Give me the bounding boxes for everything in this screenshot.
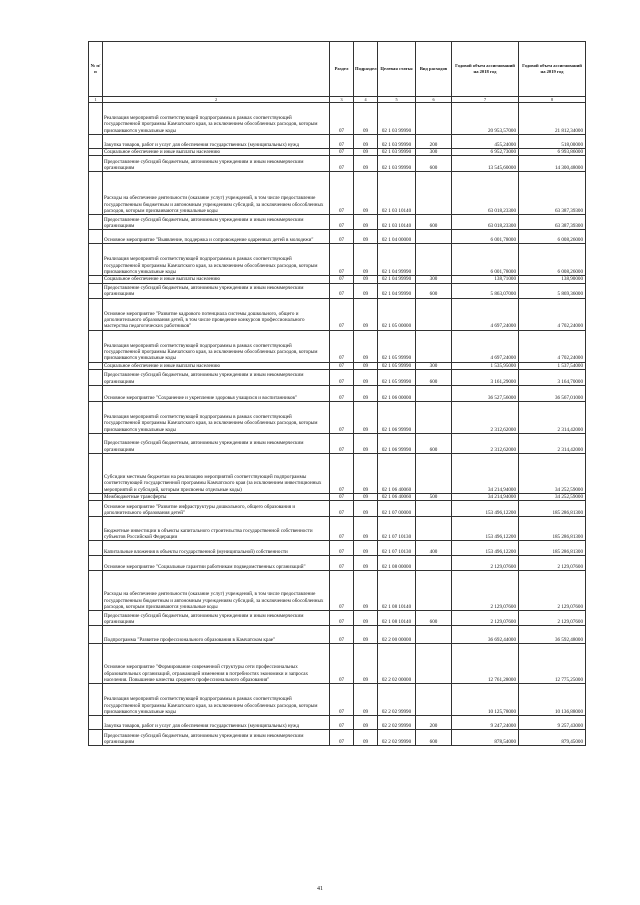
cell-y2018: 10 125,78000 — [452, 684, 519, 716]
cell-vid — [416, 172, 452, 215]
cell-vid: 600 — [416, 156, 452, 172]
cell-num — [89, 453, 103, 493]
cell-num — [89, 385, 103, 401]
table-row — [89, 135, 586, 149]
cell-name: Закупка товаров, работ и услуг для обеспечения государственных (муниципальных) нужд — [103, 135, 330, 149]
cell-name: Реализация мероприятий соответствующей подпрограммы в рамках соответствующей государственной программы Камчатского края, за исключением обособленных расходов, которым присваиваются уникальные коды — [103, 244, 330, 276]
cell-name: Основное мероприятие "Сохранение и укрепление здоровья учащихся и воспитанников" — [103, 385, 330, 401]
table-row — [89, 684, 586, 716]
cell-name: Основное мероприятие "Развитие инфраструктуры дошкольного, общего образования и дополнительного образования детей" — [103, 501, 330, 517]
cell-razdel: 07 — [330, 644, 354, 684]
cell-y2018: 34 214,94000 — [452, 453, 519, 493]
cell-name: Основное мероприятие "Формирование современной структуры сети профессиональных образовательных организаций, отражающей изменения в потребностях экономики и запросах населения. Повышение качества среднего профессионального образования" — [103, 644, 330, 684]
cell-y2018: 878,54000 — [452, 730, 519, 746]
cell-y2018: 2 129,07600 — [452, 571, 519, 611]
cell-y2019: 1 537,54000 — [519, 362, 586, 369]
table-row — [89, 298, 586, 330]
cell-num — [89, 493, 103, 500]
header-podrazdel: Подраздел — [354, 42, 378, 97]
cell-podrazdel: 09 — [354, 172, 378, 215]
cell-y2019: 2 129,07600 — [519, 611, 586, 626]
cell-podrazdel: 09 — [354, 501, 378, 517]
cell-razdel: 07 — [330, 501, 354, 517]
cell-y2018: 1 535,95000 — [452, 362, 519, 369]
cell-vid — [416, 644, 452, 684]
cell-name: Предоставление субсидий бюджетным, автономным учреждениям и иным некоммерческим организациям — [103, 283, 330, 298]
cell-y2018: 5 863,07000 — [452, 283, 519, 298]
cell-razdel: 07 — [330, 453, 354, 493]
table-row — [89, 401, 586, 433]
cell-podrazdel: 09 — [354, 517, 378, 541]
cell-target: 02 1 05 99990 — [378, 369, 416, 385]
cell-name: Реализация мероприятий соответствующей подпрограммы в рамках соответствующей государственной программы Камчатского края, за исключением обособленных расходов, которым присваиваются уникальные коды — [103, 330, 330, 362]
table-row — [89, 626, 586, 644]
cell-y2018: 63 018,23300 — [452, 215, 519, 230]
header-target: Целевая статья — [378, 42, 416, 97]
cell-target: 02 1 06 40060 — [378, 493, 416, 500]
header-row — [89, 42, 586, 97]
column-number: 8 — [519, 97, 586, 103]
cell-target: 02 2 00 00000 — [378, 626, 416, 644]
cell-y2018: 63 018,23300 — [452, 172, 519, 215]
cell-podrazdel: 09 — [354, 611, 378, 626]
cell-name: Предоставление субсидий бюджетным, автономным учреждениям и иным некоммерческим организациям — [103, 730, 330, 746]
cell-target: 02 1 03 99990 — [378, 156, 416, 172]
cell-razdel: 07 — [330, 556, 354, 571]
cell-y2019: 36 592,48000 — [519, 626, 586, 644]
cell-y2018: 2 312,62000 — [452, 401, 519, 433]
cell-vid: 600 — [416, 215, 452, 230]
cell-razdel: 07 — [330, 541, 354, 556]
table-row — [89, 501, 586, 517]
cell-y2018: 138,71000 — [452, 276, 519, 283]
cell-vid: 600 — [416, 730, 452, 746]
column-number: 2 — [103, 97, 330, 103]
cell-podrazdel: 09 — [354, 215, 378, 230]
cell-vid — [416, 453, 452, 493]
cell-y2019: 6 993,86000 — [519, 149, 586, 156]
cell-target: 02 1 03 99990 — [378, 135, 416, 149]
cell-y2019: 36 567,01000 — [519, 385, 586, 401]
cell-num — [89, 156, 103, 172]
cell-y2018: 2 129,07600 — [452, 611, 519, 626]
table-row — [89, 556, 586, 571]
cell-y2019: 185 286,81300 — [519, 501, 586, 517]
cell-num — [89, 611, 103, 626]
cell-podrazdel: 09 — [354, 684, 378, 716]
cell-vid — [416, 244, 452, 276]
cell-podrazdel: 09 — [354, 330, 378, 362]
cell-num — [89, 716, 103, 730]
cell-y2018: 3 161,29000 — [452, 369, 519, 385]
cell-razdel: 07 — [330, 716, 354, 730]
table-row — [89, 172, 586, 215]
cell-y2018: 6 001,78000 — [452, 244, 519, 276]
table-row — [89, 230, 586, 244]
cell-name: Реализация мероприятий соответствующей подпрограммы в рамках соответствующей государственной программы Камчатского края, за исключением обособленных расходов, которым присваиваются уникальные коды — [103, 401, 330, 433]
cell-name: Социальное обеспечение и иные выплаты населению — [103, 149, 330, 156]
cell-num — [89, 172, 103, 215]
cell-target: 02 1 08 00000 — [378, 556, 416, 571]
cell-y2018: 153 496,12200 — [452, 517, 519, 541]
cell-razdel: 07 — [330, 369, 354, 385]
cell-y2018: 2 129,07600 — [452, 556, 519, 571]
column-number: 6 — [416, 97, 452, 103]
cell-y2019: 518,00000 — [519, 135, 586, 149]
cell-podrazdel: 09 — [354, 362, 378, 369]
header-2019: Годовой объем ассигнований на 2019 год — [519, 42, 586, 97]
table-row — [89, 716, 586, 730]
table-row — [89, 362, 586, 369]
cell-y2019: 14 300,48000 — [519, 156, 586, 172]
cell-y2018: 153 496,12200 — [452, 501, 519, 517]
table-row — [89, 493, 586, 500]
table-row — [89, 276, 586, 283]
cell-num — [89, 215, 103, 230]
cell-name: Основное мероприятие "Социальные гарантии работникам подведомственных организаций" — [103, 556, 330, 571]
cell-vid — [416, 626, 452, 644]
cell-target: 02 1 03 10140 — [378, 172, 416, 215]
cell-y2018: 4 697,24000 — [452, 298, 519, 330]
table-row — [89, 215, 586, 230]
cell-target: 02 1 08 10140 — [378, 571, 416, 611]
table-row — [89, 730, 586, 746]
cell-vid — [416, 684, 452, 716]
cell-vid: 300 — [416, 362, 452, 369]
cell-y2019: 185 286,81300 — [519, 517, 586, 541]
cell-podrazdel: 09 — [354, 626, 378, 644]
cell-vid: 500 — [416, 493, 452, 500]
cell-vid: 200 — [416, 716, 452, 730]
cell-target: 02 2 02 99990 — [378, 730, 416, 746]
cell-podrazdel: 09 — [354, 716, 378, 730]
cell-y2019: 138,90000 — [519, 276, 586, 283]
cell-y2019: 5 869,36000 — [519, 283, 586, 298]
column-number: 3 — [330, 97, 354, 103]
cell-num — [89, 230, 103, 244]
cell-num — [89, 298, 103, 330]
cell-vid: 600 — [416, 283, 452, 298]
cell-podrazdel: 09 — [354, 244, 378, 276]
table-row — [89, 149, 586, 156]
cell-num — [89, 644, 103, 684]
cell-y2018: 13 545,60000 — [452, 156, 519, 172]
table-body — [89, 103, 586, 746]
cell-razdel: 07 — [330, 385, 354, 401]
cell-razdel: 07 — [330, 433, 354, 453]
cell-name: Расходы на обеспечение деятельности (оказание услуг) учреждений, в том числе предоставление государственным бюджетным и автономным учреждениям субсидий, за исключением обособленных расходов, которым присваиваются уникальные коды — [103, 172, 330, 215]
column-number: 1 — [89, 97, 103, 103]
cell-podrazdel: 09 — [354, 433, 378, 453]
column-number: 5 — [378, 97, 416, 103]
cell-y2019: 21 812,34000 — [519, 103, 586, 135]
cell-y2018: 36 527,56000 — [452, 385, 519, 401]
cell-name: Подпрограмма "Развитие профессионального образования в Камчатском крае" — [103, 626, 330, 644]
cell-vid: 200 — [416, 135, 452, 149]
cell-num — [89, 541, 103, 556]
cell-y2018: 2 312,62000 — [452, 433, 519, 453]
cell-num — [89, 276, 103, 283]
cell-podrazdel: 09 — [354, 276, 378, 283]
cell-y2018: 20 953,57000 — [452, 103, 519, 135]
cell-y2018: 12 761,28000 — [452, 644, 519, 684]
cell-podrazdel: 09 — [354, 556, 378, 571]
cell-num — [89, 244, 103, 276]
cell-podrazdel: 09 — [354, 149, 378, 156]
cell-y2019: 63 387,39300 — [519, 215, 586, 230]
cell-name: Субсидии местным бюджетам на реализацию мероприятий соответствующей подпрограммы соответствующей государственной программы Камчатского края (за исключением инвестиционных мероприятий и субсидий, которым присвоены отдельные коды) — [103, 453, 330, 493]
cell-vid — [416, 298, 452, 330]
cell-y2019: 10 136,88000 — [519, 684, 586, 716]
cell-y2019: 4 702,24000 — [519, 330, 586, 362]
cell-target: 02 1 04 00000 — [378, 230, 416, 244]
cell-razdel: 07 — [330, 244, 354, 276]
cell-podrazdel: 09 — [354, 644, 378, 684]
column-number: 4 — [354, 97, 378, 103]
cell-vid — [416, 330, 452, 362]
cell-name: Предоставление субсидий бюджетным, автономным учреждениям и иным некоммерческим организациям — [103, 433, 330, 453]
cell-vid — [416, 103, 452, 135]
cell-razdel: 07 — [330, 330, 354, 362]
cell-target: 02 1 03 99990 — [378, 103, 416, 135]
cell-y2018: 34 214,94000 — [452, 493, 519, 500]
cell-razdel: 07 — [330, 730, 354, 746]
cell-vid: 300 — [416, 276, 452, 283]
cell-razdel: 07 — [330, 684, 354, 716]
cell-target: 02 2 02 00000 — [378, 644, 416, 684]
cell-y2018: 6 001,78000 — [452, 230, 519, 244]
table-row — [89, 330, 586, 362]
cell-target: 02 1 08 10140 — [378, 611, 416, 626]
cell-vid — [416, 401, 452, 433]
cell-target: 02 1 03 99990 — [378, 149, 416, 156]
table-row — [89, 571, 586, 611]
cell-y2019: 12 775,25000 — [519, 644, 586, 684]
cell-name: Предоставление субсидий бюджетным, автономным учреждениям и иным некоммерческим организациям — [103, 156, 330, 172]
cell-target: 02 1 07 10130 — [378, 541, 416, 556]
cell-podrazdel: 09 — [354, 135, 378, 149]
cell-y2018: 36 692,44000 — [452, 626, 519, 644]
cell-name: Основное мероприятие "Выявление, поддержка и сопровождение одаренных детей в молодежи" — [103, 230, 330, 244]
cell-podrazdel: 09 — [354, 571, 378, 611]
cell-podrazdel: 09 — [354, 493, 378, 500]
header-razdel: Раздел — [330, 42, 354, 97]
cell-name: Социальное обеспечение и иные выплаты населению — [103, 276, 330, 283]
cell-target: 02 1 06 40060 — [378, 453, 416, 493]
cell-podrazdel: 09 — [354, 230, 378, 244]
table-row — [89, 541, 586, 556]
cell-name: Реализация мероприятий соответствующей подпрограммы в рамках соответствующей государственной программы Камчатского края, за исключением обособленных расходов, которым присваиваются уникальные коды — [103, 103, 330, 135]
cell-num — [89, 369, 103, 385]
cell-y2019: 6 008,26000 — [519, 244, 586, 276]
table-row — [89, 453, 586, 493]
cell-target: 02 1 05 99990 — [378, 362, 416, 369]
table-row — [89, 369, 586, 385]
cell-name: Бюджетные инвестиции в объекты капитального строительства государственной собственности субъектов Российской Федерации — [103, 517, 330, 541]
cell-num — [89, 401, 103, 433]
cell-target: 02 2 02 99990 — [378, 684, 416, 716]
cell-y2018: 9 247,24000 — [452, 716, 519, 730]
cell-vid — [416, 571, 452, 611]
cell-vid — [416, 517, 452, 541]
cell-name: Социальное обеспечение и иные выплаты населению — [103, 362, 330, 369]
cell-razdel: 07 — [330, 298, 354, 330]
cell-razdel: 07 — [330, 362, 354, 369]
cell-podrazdel: 09 — [354, 103, 378, 135]
budget-table-container — [88, 41, 585, 746]
header-name — [103, 42, 330, 97]
cell-razdel: 07 — [330, 156, 354, 172]
cell-num — [89, 433, 103, 453]
cell-podrazdel: 09 — [354, 385, 378, 401]
cell-num — [89, 571, 103, 611]
cell-target: 02 1 04 99990 — [378, 276, 416, 283]
cell-razdel: 07 — [330, 215, 354, 230]
cell-y2019: 63 387,39300 — [519, 172, 586, 215]
cell-podrazdel: 09 — [354, 453, 378, 493]
cell-y2019: 6 008,26000 — [519, 230, 586, 244]
cell-razdel: 07 — [330, 172, 354, 215]
cell-vid — [416, 556, 452, 571]
cell-target: 02 1 04 99990 — [378, 244, 416, 276]
cell-name: Основное мероприятие "Развитие кадрового потенциала системы дошкольного, общего и дополнительного образования детей, в том числе проведение конкурсов профессионального мастерства педагогических работников" — [103, 298, 330, 330]
cell-y2019: 2 129,07600 — [519, 571, 586, 611]
cell-razdel: 07 — [330, 149, 354, 156]
cell-y2019: 879,45000 — [519, 730, 586, 746]
table-row — [89, 283, 586, 298]
cell-name: Предоставление субсидий бюджетным, автономным учреждениям и иным некоммерческим организациям — [103, 611, 330, 626]
cell-num — [89, 149, 103, 156]
cell-name: Предоставление субсидий бюджетным, автономным учреждениям и иным некоммерческим организациям — [103, 215, 330, 230]
cell-target: 02 1 07 10130 — [378, 517, 416, 541]
cell-vid — [416, 501, 452, 517]
cell-name: Расходы на обеспечение деятельности (оказание услуг) учреждений, в том числе предоставление государственным бюджетным и автономным учреждениям субсидий, за исключением обособленных расходов, которым присваиваются уникальные коды — [103, 571, 330, 611]
table-row — [89, 517, 586, 541]
cell-vid: 600 — [416, 369, 452, 385]
cell-num — [89, 362, 103, 369]
cell-num — [89, 517, 103, 541]
cell-target: 02 1 06 99990 — [378, 401, 416, 433]
cell-y2019: 2 314,42000 — [519, 433, 586, 453]
table-row — [89, 433, 586, 453]
cell-y2019: 2 314,42000 — [519, 401, 586, 433]
cell-target: 02 1 07 00000 — [378, 501, 416, 517]
cell-target: 02 1 06 00000 — [378, 385, 416, 401]
cell-razdel: 07 — [330, 493, 354, 500]
cell-razdel: 07 — [330, 276, 354, 283]
cell-y2019: 185 286,81300 — [519, 541, 586, 556]
cell-y2019: 34 252,59000 — [519, 453, 586, 493]
cell-name: Капитальные вложения в объекты государственной (муниципальной) собственности — [103, 541, 330, 556]
cell-podrazdel: 09 — [354, 541, 378, 556]
cell-vid — [416, 230, 452, 244]
cell-podrazdel: 09 — [354, 401, 378, 433]
cell-y2019: 2 129,07600 — [519, 556, 586, 571]
column-number: 7 — [452, 97, 519, 103]
cell-vid: 600 — [416, 611, 452, 626]
cell-target: 02 2 02 99990 — [378, 716, 416, 730]
header-vid: Вид расходов — [416, 42, 452, 97]
cell-target: 02 1 06 99990 — [378, 433, 416, 453]
cell-num — [89, 684, 103, 716]
cell-target: 02 1 05 99990 — [378, 330, 416, 362]
cell-vid: 600 — [416, 433, 452, 453]
budget-table — [88, 41, 586, 746]
cell-num — [89, 626, 103, 644]
cell-y2019: 34 252,59000 — [519, 493, 586, 500]
cell-y2018: 4 697,24000 — [452, 330, 519, 362]
table-row — [89, 644, 586, 684]
cell-name: Реализация мероприятий соответствующей подпрограммы в рамках соответствующей государственной программы Камчатского края, за исключением обособленных расходов, которым присваиваются уникальные коды — [103, 684, 330, 716]
cell-target: 02 1 04 99990 — [378, 283, 416, 298]
cell-y2019: 3 164,70000 — [519, 369, 586, 385]
cell-podrazdel: 09 — [354, 156, 378, 172]
header-num: № п/п — [89, 42, 103, 97]
table-row — [89, 156, 586, 172]
cell-num — [89, 730, 103, 746]
cell-podrazdel: 09 — [354, 730, 378, 746]
cell-name: Предоставление субсидий бюджетным, автономным учреждениям и иным некоммерческим организациям — [103, 369, 330, 385]
cell-num — [89, 501, 103, 517]
cell-razdel: 07 — [330, 401, 354, 433]
table-row — [89, 103, 586, 135]
cell-target: 02 1 05 00000 — [378, 298, 416, 330]
table-row — [89, 385, 586, 401]
header-2018: Годовой объем ассигнований на 2018 год — [452, 42, 519, 97]
cell-podrazdel: 09 — [354, 283, 378, 298]
cell-razdel: 07 — [330, 103, 354, 135]
cell-vid: 300 — [416, 149, 452, 156]
cell-razdel: 07 — [330, 626, 354, 644]
cell-vid: 400 — [416, 541, 452, 556]
cell-y2018: 153 496,12200 — [452, 541, 519, 556]
cell-num — [89, 103, 103, 135]
cell-num — [89, 330, 103, 362]
table-row — [89, 611, 586, 626]
cell-y2018: 6 952,73000 — [452, 149, 519, 156]
cell-num — [89, 135, 103, 149]
cell-y2019: 4 702,24000 — [519, 298, 586, 330]
cell-num — [89, 556, 103, 571]
cell-razdel: 07 — [330, 135, 354, 149]
cell-y2019: 9 257,43000 — [519, 716, 586, 730]
cell-razdel: 07 — [330, 611, 354, 626]
table-row — [89, 244, 586, 276]
cell-y2018: 455,24000 — [452, 135, 519, 149]
cell-razdel: 07 — [330, 230, 354, 244]
cell-razdel: 07 — [330, 571, 354, 611]
cell-podrazdel: 09 — [354, 298, 378, 330]
cell-podrazdel: 09 — [354, 369, 378, 385]
page-number: 41 — [317, 886, 323, 892]
cell-vid — [416, 385, 452, 401]
cell-target: 02 1 03 10140 — [378, 215, 416, 230]
cell-name: Закупка товаров, работ и услуг для обеспечения государственных (муниципальных) нужд — [103, 716, 330, 730]
cell-name: Межбюджетные трансферты — [103, 493, 330, 500]
cell-razdel: 07 — [330, 283, 354, 298]
cell-razdel: 07 — [330, 517, 354, 541]
cell-num — [89, 283, 103, 298]
